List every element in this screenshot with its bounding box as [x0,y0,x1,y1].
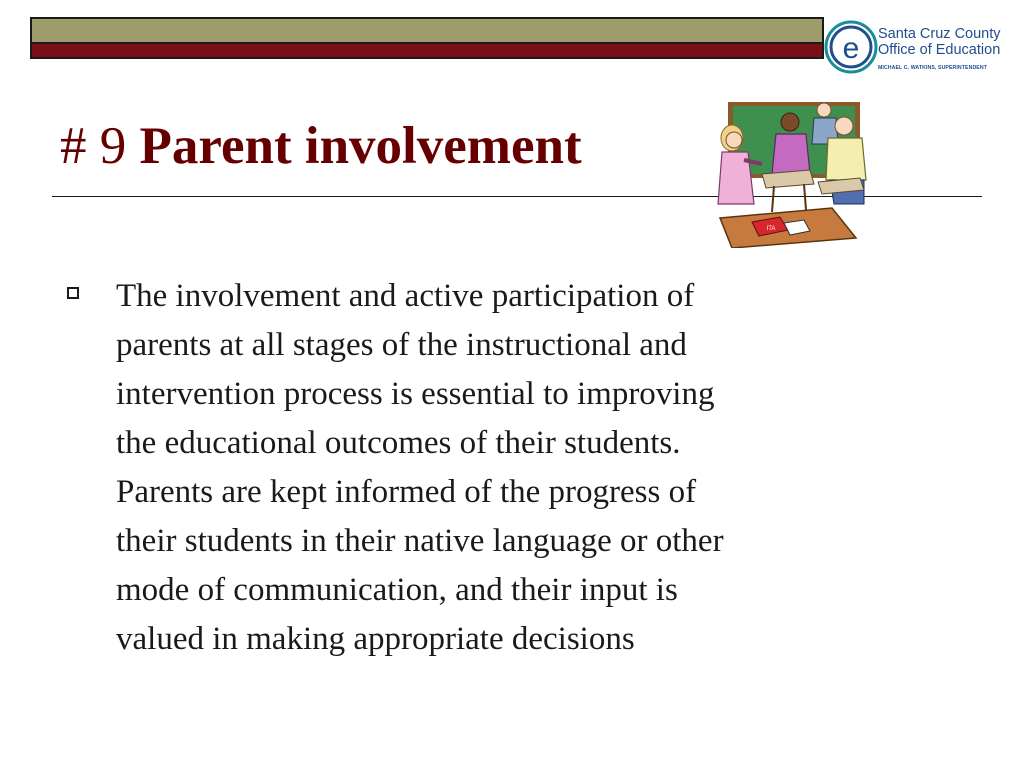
body-line: mode of communication, and their input is [116,572,678,608]
county-office-logo [824,14,1010,84]
slide-title-text: Parent involvement [139,117,582,175]
e-ring-icon [824,14,884,84]
logo-letter: e [842,32,860,65]
teacher-head [726,132,742,148]
body-line: the educational outcomes of their students. [116,425,681,461]
body-line: parents at all stages of the instructional and [116,327,687,363]
header-band [30,17,824,59]
desk-1-leg [772,186,774,212]
header-band-maroon [32,44,822,57]
bullet-text [116,272,986,664]
body-line: valued in making appropriate decisions [116,621,635,657]
classroom-clipart [714,100,872,248]
student-1-head [781,113,799,131]
body-line: The involvement and active participation of [116,278,695,314]
student-3-body [826,138,866,180]
bullet-icon [67,287,79,299]
body-line: Parents are kept informed of the progress of [116,474,697,510]
logo-line-1: Santa Cruz County [878,26,1001,42]
student-1-body [772,134,810,174]
body-line: their students in their native language or other [116,523,724,559]
body-line: intervention process is essential to improving [116,376,715,412]
logo-subline: MICHAEL C. WATKINS, SUPERINTENDENT [878,65,987,71]
book-label: ITA [766,226,776,232]
slide-title [60,113,582,179]
slide-number: # 9 [60,117,127,175]
desk-1-leg [804,184,806,210]
student-3-head [835,117,853,135]
header-band-olive [32,19,822,42]
logo-line-2: Office of Education [878,42,1001,58]
student-2-head [817,103,831,117]
